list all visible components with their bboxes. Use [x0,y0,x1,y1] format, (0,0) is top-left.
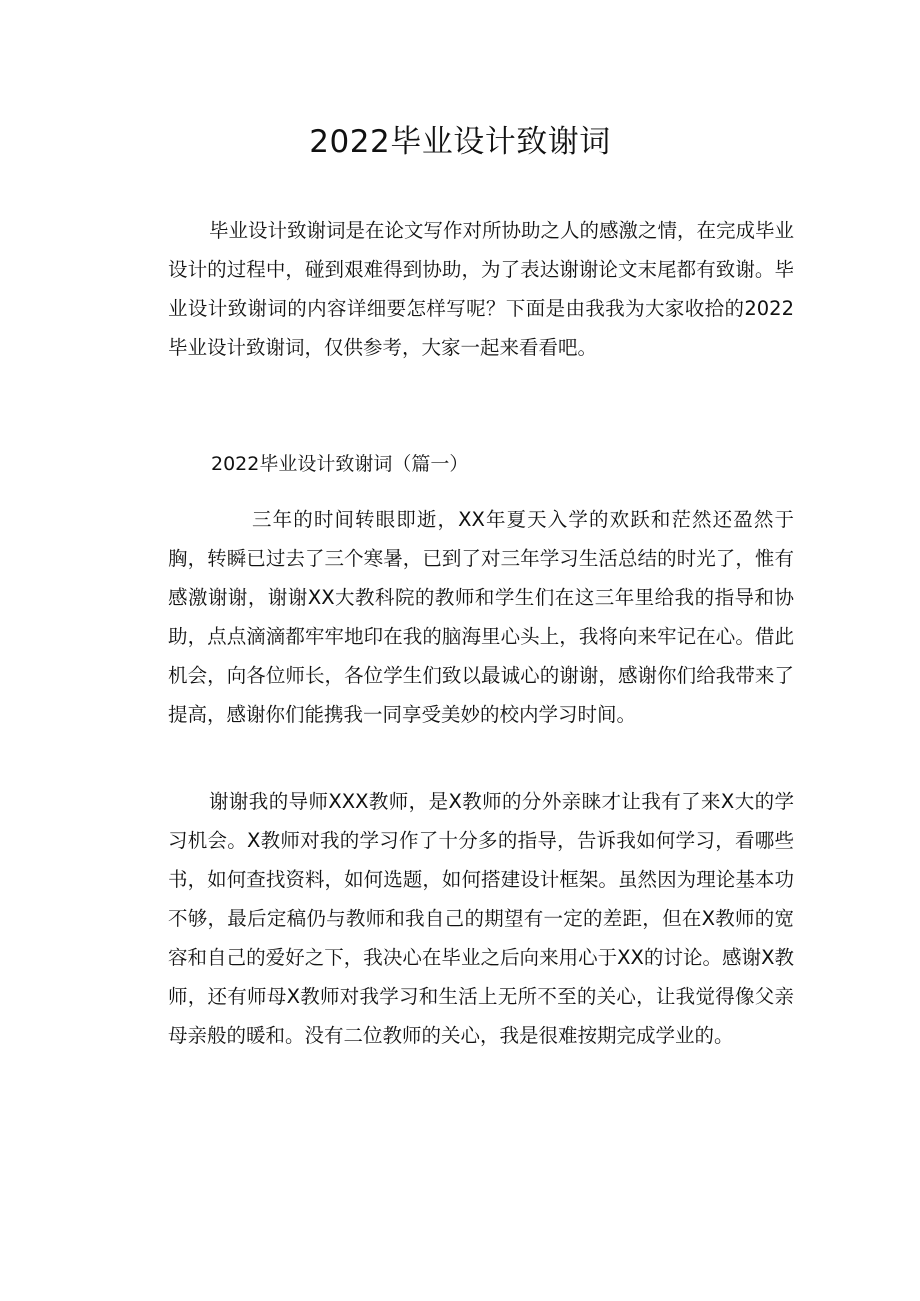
document-title: 2022毕业设计致谢词 [309,124,611,160]
body-paragraph: 三年的时间转眼即逝，XX年夏天入学的欢跃和茫然还盈然于胸，转瞬已过去了三个寒暑，已到了对三年学习生活总结的时光了，惟有感激谢谢，谢谢XX大教科院的教师和学生们在这三年里给我的指导和协助，点点滴滴都牢牢地印在我的脑海里心头上，我将向来牢记在心。借此机会，向各位师长，各位学生们致以最诚心的谢谢，感谢你们给我带来了提高，感谢你们能携我一同享受美妙的校内学习时间。 [168,508,794,726]
section-heading: 2022毕业设计致谢词（篇一） [211,453,469,475]
body-paragraph: 谢谢我的导师XXX教师，是X教师的分外亲睐才让我有了来X大的学习机会。X教师对我的学习作了十分多的指导，告诉我如何学习，看哪些书，如何查找资料，如何选题，如何搭建设计框架。虽然因为理论基本功不够，最后定稿仍与教师和我自己的期望有一定的差距，但在X教师的宽容和自己的爱好之下，我决心在毕业之后向来用心于XX的讨论。感谢X教师，还有师母X教师对我学习和生活上无所不至的关心，让我觉得像父亲母亲般的暖和。没有二位教师的关心，我是很难按期完成学业的。 [168,790,794,1047]
intro-paragraph: 毕业设计致谢词是在论文写作对所协助之人的感激之情，在完成毕业设计的过程中，碰到艰难得到协助，为了表达谢谢论文末尾都有致谢。毕业设计致谢词的内容详细要怎样写呢？下面是由我我为大家收拾的2022毕业设计致谢词，仅供参考，大家一起来看看吧。 [168,219,795,359]
